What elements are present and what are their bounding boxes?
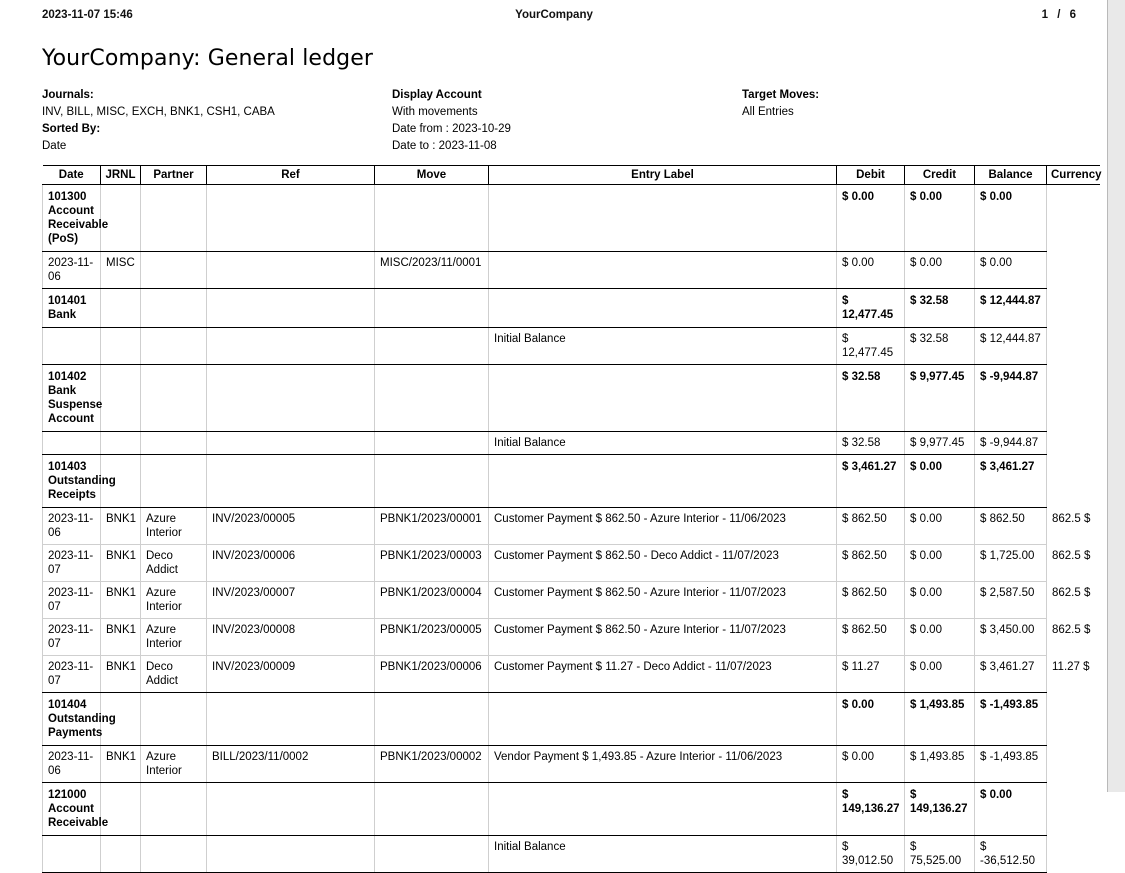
cell-partner: Azure Interior (141, 619, 207, 656)
account-group-row (43, 455, 1100, 508)
cell-balance: $ 1,725.00 (975, 545, 1047, 582)
cell-credit: $ 0.00 (905, 185, 975, 252)
cell-ref: INV/2023/00007 (207, 582, 375, 619)
cell-date (43, 836, 101, 873)
cell-move: PBNK1/2023/00003 (375, 545, 489, 582)
cell-partner (141, 328, 207, 365)
cell-credit: $ 75,525.00 (905, 836, 975, 873)
account-name: 101300 Account Receivable (PoS) (43, 185, 101, 252)
cell-jrnl: BNK1 (101, 619, 141, 656)
cell-move (375, 693, 489, 746)
cell-credit: $ 1,493.85 (905, 746, 975, 783)
report-meta (42, 87, 1065, 155)
date-from: Date from : 2023-10-29 (392, 123, 511, 135)
cell-credit: $ 32.58 (905, 328, 975, 365)
cell-move (375, 455, 489, 508)
table-row (43, 582, 1100, 619)
cell-balance: $ 2,587.50 (975, 582, 1047, 619)
table-row (43, 252, 1100, 289)
cell-ref (207, 432, 375, 455)
cell-jrnl: BNK1 (101, 656, 141, 693)
cell-ref (207, 185, 375, 252)
cell-credit: $ 0.00 (905, 582, 975, 619)
cell-label: Customer Payment $ 862.50 - Azure Interior - 11/07/2023 (489, 582, 837, 619)
cell-currency: 11.27 $ (1047, 656, 1100, 693)
journals-value: INV, BILL, MISC, EXCH, BNK1, CSH1, CABA (42, 106, 275, 118)
page-separator: / (1057, 9, 1061, 21)
column-header-date: Date (43, 166, 101, 185)
cell-credit: $ 1,493.85 (905, 693, 975, 746)
cell-date: 2023-11-06 (43, 508, 101, 545)
cell-credit: $ 0.00 (905, 619, 975, 656)
page-title: YourCompany: General ledger (42, 46, 373, 71)
cell-move (375, 836, 489, 873)
table-row (43, 328, 1100, 365)
account-name: 101404 Outstanding Payments (43, 693, 101, 746)
cell-debit: $ 862.50 (837, 619, 905, 656)
cell-date: 2023-11-07 (43, 545, 101, 582)
cell-credit: $ 0.00 (905, 656, 975, 693)
cell-balance: $ 12,444.87 (975, 328, 1047, 365)
cell-ref (207, 836, 375, 873)
cell-move: PBNK1/2023/00002 (375, 746, 489, 783)
cell-label (489, 252, 837, 289)
cell-debit: $ 11.27 (837, 656, 905, 693)
account-group-row (43, 693, 1100, 746)
cell-currency (1047, 783, 1100, 836)
cell-currency: 862.5 $ (1047, 619, 1100, 656)
cell-partner (141, 693, 207, 746)
account-name: 121000 Account Receivable (43, 783, 101, 836)
cell-partner (141, 432, 207, 455)
column-header-move: Move (375, 166, 489, 185)
cell-jrnl (101, 289, 141, 328)
page-total: 6 (1069, 9, 1076, 21)
cell-label: Initial Balance (489, 328, 837, 365)
sorted-by-label: Sorted By: (42, 123, 101, 135)
cell-label (489, 365, 837, 432)
display-account-value: With movements (392, 106, 478, 118)
cell-ref: INV/2023/00005 (207, 508, 375, 545)
cell-ref: BILL/2023/11/0002 (207, 746, 375, 783)
cell-partner (141, 836, 207, 873)
cell-jrnl (101, 185, 141, 252)
cell-debit: $ 862.50 (837, 508, 905, 545)
cell-balance: $ 3,461.27 (975, 455, 1047, 508)
header-datetime: 2023-11-07 15:46 (42, 9, 133, 21)
cell-debit: $ 3,461.27 (837, 455, 905, 508)
cell-date (43, 328, 101, 365)
cell-label (489, 289, 837, 328)
table-row (43, 656, 1100, 693)
cell-move (375, 783, 489, 836)
cell-partner (141, 289, 207, 328)
cell-ref (207, 455, 375, 508)
column-header-ref: Ref (207, 166, 375, 185)
column-header-entry-label: Entry Label (489, 166, 837, 185)
cell-currency (1047, 693, 1100, 746)
target-moves-label: Target Moves: (742, 89, 820, 101)
table-row (43, 619, 1100, 656)
meta-target-moves-block (742, 87, 1042, 155)
cell-date (43, 432, 101, 455)
cell-move (375, 289, 489, 328)
cell-currency: 862.5 $ (1047, 545, 1100, 582)
page-header (0, 0, 1107, 32)
cell-label (489, 185, 837, 252)
cell-ref (207, 252, 375, 289)
table-row (43, 432, 1100, 455)
column-header-currency: Currency (1047, 166, 1100, 185)
cell-jrnl (101, 836, 141, 873)
header-company: YourCompany (515, 9, 593, 21)
cell-partner: Deco Addict (141, 545, 207, 582)
cell-move (375, 365, 489, 432)
cell-label: Customer Payment $ 11.27 - Deco Addict - 11/07/2023 (489, 656, 837, 693)
account-group-row (43, 365, 1100, 432)
cell-ref (207, 328, 375, 365)
display-account-label: Display Account (392, 89, 482, 101)
column-header-jrnl: JRNL (101, 166, 141, 185)
header-pagination (1039, 9, 1079, 21)
cell-currency (1047, 328, 1100, 365)
cell-debit: $ 0.00 (837, 185, 905, 252)
cell-label: Customer Payment $ 862.50 - Deco Addict - 11/07/2023 (489, 545, 837, 582)
cell-ref: INV/2023/00008 (207, 619, 375, 656)
cell-partner (141, 455, 207, 508)
column-header-partner: Partner (141, 166, 207, 185)
cell-jrnl: BNK1 (101, 508, 141, 545)
cell-ref (207, 693, 375, 746)
cell-date: 2023-11-07 (43, 656, 101, 693)
cell-balance: $ 12,444.87 (975, 289, 1047, 328)
table-header-row (43, 166, 1100, 185)
cell-partner: Azure Interior (141, 582, 207, 619)
account-name: 101402 Bank Suspense Account (43, 365, 101, 432)
cell-debit: $ 32.58 (837, 432, 905, 455)
cell-label: Initial Balance (489, 836, 837, 873)
page-edge (1108, 0, 1125, 792)
journals-label: Journals: (42, 89, 94, 101)
cell-currency (1047, 365, 1100, 432)
cell-move: PBNK1/2023/00005 (375, 619, 489, 656)
cell-currency (1047, 746, 1100, 783)
cell-jrnl (101, 783, 141, 836)
cell-move: PBNK1/2023/00001 (375, 508, 489, 545)
cell-ref (207, 289, 375, 328)
cell-currency (1047, 185, 1100, 252)
cell-move: MISC/2023/11/0001 (375, 252, 489, 289)
table-row (43, 836, 1100, 873)
cell-date: 2023-11-06 (43, 746, 101, 783)
table-row (43, 508, 1100, 545)
cell-balance: $ 3,450.00 (975, 619, 1047, 656)
cell-label: Vendor Payment $ 1,493.85 - Azure Interior - 11/06/2023 (489, 746, 837, 783)
cell-move: PBNK1/2023/00006 (375, 656, 489, 693)
cell-move (375, 328, 489, 365)
cell-debit: $ 862.50 (837, 582, 905, 619)
cell-jrnl (101, 365, 141, 432)
cell-debit: $ 0.00 (837, 746, 905, 783)
cell-debit: $ 39,012.50 (837, 836, 905, 873)
cell-label: Customer Payment $ 862.50 - Azure Interior - 11/07/2023 (489, 619, 837, 656)
cell-credit: $ 9,977.45 (905, 432, 975, 455)
cell-date: 2023-11-07 (43, 582, 101, 619)
cell-label (489, 783, 837, 836)
cell-credit: $ 0.00 (905, 545, 975, 582)
cell-debit: $ 12,477.45 (837, 328, 905, 365)
cell-balance: $ 0.00 (975, 252, 1047, 289)
cell-ref (207, 783, 375, 836)
cell-label: Customer Payment $ 862.50 - Azure Interior - 11/06/2023 (489, 508, 837, 545)
cell-credit: $ 32.58 (905, 289, 975, 328)
cell-debit: $ 12,477.45 (837, 289, 905, 328)
target-moves-value: All Entries (742, 106, 794, 118)
cell-currency (1047, 252, 1100, 289)
cell-currency: 862.5 $ (1047, 508, 1100, 545)
cell-debit: $ 149,136.27 (837, 783, 905, 836)
cell-credit: $ 0.00 (905, 455, 975, 508)
cell-date: 2023-11-07 (43, 619, 101, 656)
cell-move: PBNK1/2023/00004 (375, 582, 489, 619)
account-group-row (43, 289, 1100, 328)
cell-currency (1047, 836, 1100, 873)
cell-balance: $ 3,461.27 (975, 656, 1047, 693)
cell-ref: INV/2023/00006 (207, 545, 375, 582)
sorted-by-value: Date (42, 140, 67, 152)
column-header-credit: Credit (905, 166, 975, 185)
cell-ref: INV/2023/00009 (207, 656, 375, 693)
cell-partner (141, 365, 207, 432)
cell-ref (207, 365, 375, 432)
cell-jrnl: MISC (101, 252, 141, 289)
account-group-row (43, 783, 1100, 836)
cell-currency (1047, 455, 1100, 508)
cell-jrnl: BNK1 (101, 582, 141, 619)
cell-label: Initial Balance (489, 432, 837, 455)
cell-balance: $ 0.00 (975, 783, 1047, 836)
cell-label (489, 693, 837, 746)
page-current: 1 (1041, 9, 1048, 21)
cell-partner (141, 185, 207, 252)
cell-balance: $ 862.50 (975, 508, 1047, 545)
cell-jrnl: BNK1 (101, 545, 141, 582)
cell-debit: $ 32.58 (837, 365, 905, 432)
account-group-row (43, 185, 1100, 252)
cell-balance: $ 0.00 (975, 185, 1047, 252)
cell-jrnl (101, 432, 141, 455)
cell-credit: $ 9,977.45 (905, 365, 975, 432)
cell-partner: Deco Addict (141, 656, 207, 693)
cell-balance: $ -36,512.50 (975, 836, 1047, 873)
cell-move (375, 185, 489, 252)
meta-display-account-block (392, 87, 742, 155)
cell-currency: 862.5 $ (1047, 582, 1100, 619)
cell-balance: $ -9,944.87 (975, 365, 1047, 432)
cell-debit: $ 0.00 (837, 252, 905, 289)
cell-credit: $ 149,136.27 (905, 783, 975, 836)
cell-balance: $ -1,493.85 (975, 693, 1047, 746)
cell-partner: Azure Interior (141, 746, 207, 783)
cell-partner (141, 783, 207, 836)
date-to: Date to : 2023-11-08 (392, 140, 497, 152)
meta-journals-block (42, 87, 392, 155)
general-ledger-table (42, 165, 1100, 873)
cell-label (489, 455, 837, 508)
cell-currency (1047, 432, 1100, 455)
account-name: 101401 Bank (43, 289, 101, 328)
cell-date: 2023-11-06 (43, 252, 101, 289)
cell-partner (141, 252, 207, 289)
cell-balance: $ -9,944.87 (975, 432, 1047, 455)
cell-credit: $ 0.00 (905, 252, 975, 289)
account-name: 101403 Outstanding Receipts (43, 455, 101, 508)
cell-currency (1047, 289, 1100, 328)
table-row (43, 746, 1100, 783)
cell-credit: $ 0.00 (905, 508, 975, 545)
cell-jrnl: BNK1 (101, 746, 141, 783)
column-header-debit: Debit (837, 166, 905, 185)
column-header-balance: Balance (975, 166, 1047, 185)
table-row (43, 545, 1100, 582)
cell-jrnl (101, 328, 141, 365)
cell-debit: $ 862.50 (837, 545, 905, 582)
cell-debit: $ 0.00 (837, 693, 905, 746)
cell-move (375, 432, 489, 455)
cell-partner: Azure Interior (141, 508, 207, 545)
cell-balance: $ -1,493.85 (975, 746, 1047, 783)
